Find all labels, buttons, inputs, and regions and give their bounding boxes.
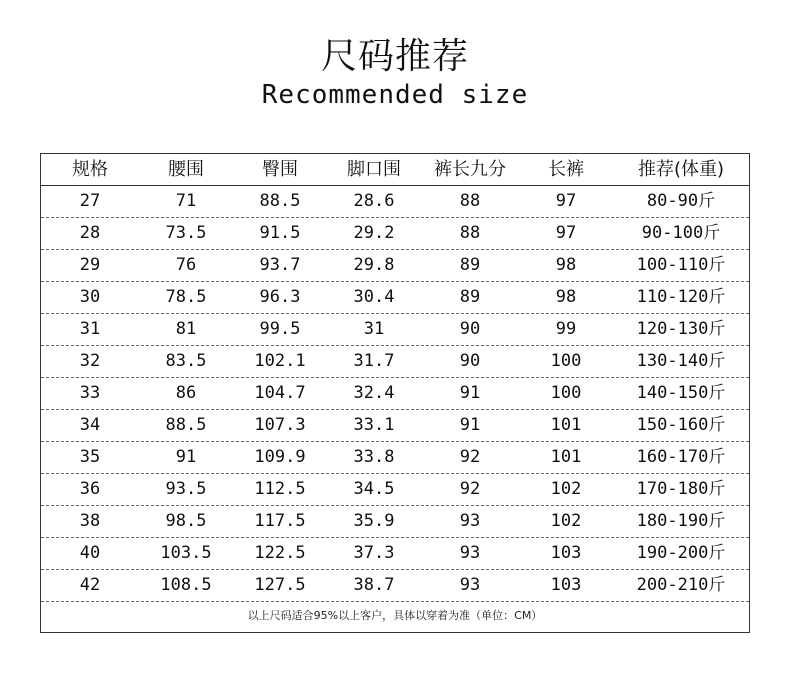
header-leg-opening: 脚口围 bbox=[347, 159, 401, 180]
cell-hip: 127.5 bbox=[254, 575, 306, 595]
table-row bbox=[41, 474, 749, 506]
cell-waist: 103.5 bbox=[160, 543, 212, 563]
cell-hip: 91.5 bbox=[259, 223, 301, 243]
cell-ankle-length: 88 bbox=[459, 191, 481, 211]
cell-leg-opening: 37.3 bbox=[353, 543, 395, 563]
cell-waist: 108.5 bbox=[160, 575, 212, 595]
cell-hip: 88.5 bbox=[259, 191, 301, 211]
cell-waist: 93.5 bbox=[165, 479, 207, 499]
cell-full-length: 99 bbox=[555, 319, 577, 339]
table-row bbox=[41, 410, 749, 442]
cell-waist: 86 bbox=[175, 383, 197, 403]
cell-leg-opening: 30.4 bbox=[353, 287, 395, 307]
cell-waist: 91 bbox=[175, 447, 197, 467]
cell-full-length: 100 bbox=[550, 383, 582, 403]
page-title: 尺码推荐 bbox=[320, 36, 469, 77]
cell-ankle-length: 92 bbox=[459, 479, 481, 499]
cell-size: 32 bbox=[79, 351, 101, 371]
cell-ankle-length: 93 bbox=[459, 511, 481, 531]
table-row bbox=[41, 346, 749, 378]
cell-leg-opening: 35.9 bbox=[353, 511, 395, 531]
cell-size: 36 bbox=[79, 479, 101, 499]
cell-leg-opening: 33.8 bbox=[353, 447, 395, 467]
cell-recommended-weight: 200-210斤 bbox=[636, 575, 726, 595]
cell-size: 33 bbox=[79, 383, 101, 403]
cell-size: 29 bbox=[79, 255, 101, 275]
cell-full-length: 101 bbox=[550, 447, 582, 467]
cell-waist: 71 bbox=[175, 191, 197, 211]
cell-full-length: 97 bbox=[555, 191, 577, 211]
cell-leg-opening: 29.2 bbox=[353, 223, 395, 243]
table-row bbox=[41, 570, 749, 602]
cell-ankle-length: 90 bbox=[459, 319, 481, 339]
cell-full-length: 101 bbox=[550, 415, 582, 435]
cell-leg-opening: 29.8 bbox=[353, 255, 395, 275]
table-note: 以上尺码适合95%以上客户，具体以穿着为准（单位：CM） bbox=[247, 609, 543, 622]
cell-recommended-weight: 80-90斤 bbox=[646, 191, 716, 211]
cell-full-length: 103 bbox=[550, 575, 582, 595]
cell-size: 34 bbox=[79, 415, 101, 435]
cell-size: 40 bbox=[79, 543, 101, 563]
table-row bbox=[41, 282, 749, 314]
cell-waist: 81 bbox=[175, 319, 197, 339]
cell-hip: 96.3 bbox=[259, 287, 301, 307]
cell-size: 35 bbox=[79, 447, 101, 467]
page-subtitle: Recommended size bbox=[261, 80, 529, 110]
cell-recommended-weight: 170-180斤 bbox=[636, 479, 726, 499]
cell-recommended-weight: 90-100斤 bbox=[641, 223, 721, 243]
header-hip: 臀围 bbox=[262, 159, 298, 180]
cell-recommended-weight: 120-130斤 bbox=[636, 319, 726, 339]
cell-waist: 88.5 bbox=[165, 415, 207, 435]
cell-ankle-length: 88 bbox=[459, 223, 481, 243]
cell-ankle-length: 93 bbox=[459, 575, 481, 595]
cell-hip: 107.3 bbox=[254, 415, 306, 435]
header-size: 规格 bbox=[72, 159, 108, 180]
cell-recommended-weight: 150-160斤 bbox=[636, 415, 726, 435]
cell-full-length: 102 bbox=[550, 479, 582, 499]
table-row bbox=[41, 314, 749, 346]
table-row bbox=[41, 250, 749, 282]
table-row bbox=[41, 506, 749, 538]
cell-leg-opening: 32.4 bbox=[353, 383, 395, 403]
cell-ankle-length: 89 bbox=[459, 255, 481, 275]
cell-waist: 98.5 bbox=[165, 511, 207, 531]
cell-ankle-length: 89 bbox=[459, 287, 481, 307]
header-recommended-weight: 推荐(体重) bbox=[637, 159, 725, 180]
cell-full-length: 98 bbox=[555, 287, 577, 307]
table-row bbox=[41, 538, 749, 570]
cell-leg-opening: 33.1 bbox=[353, 415, 395, 435]
cell-leg-opening: 38.7 bbox=[353, 575, 395, 595]
cell-hip: 117.5 bbox=[254, 511, 306, 531]
cell-size: 27 bbox=[79, 191, 101, 211]
cell-leg-opening: 28.6 bbox=[353, 191, 395, 211]
cell-leg-opening: 31.7 bbox=[353, 351, 395, 371]
cell-ankle-length: 90 bbox=[459, 351, 481, 371]
cell-recommended-weight: 180-190斤 bbox=[636, 511, 726, 531]
cell-full-length: 98 bbox=[555, 255, 577, 275]
cell-full-length: 97 bbox=[555, 223, 577, 243]
cell-hip: 104.7 bbox=[254, 383, 306, 403]
cell-recommended-weight: 140-150斤 bbox=[636, 383, 726, 403]
table-row bbox=[41, 218, 749, 250]
cell-leg-opening: 34.5 bbox=[353, 479, 395, 499]
table-row bbox=[41, 186, 749, 218]
cell-ankle-length: 92 bbox=[459, 447, 481, 467]
header-full-length: 长裤 bbox=[548, 159, 584, 180]
cell-leg-opening: 31 bbox=[363, 319, 385, 339]
cell-size: 30 bbox=[79, 287, 101, 307]
cell-full-length: 103 bbox=[550, 543, 582, 563]
size-table bbox=[40, 153, 750, 633]
cell-waist: 76 bbox=[175, 255, 197, 275]
table-row bbox=[41, 442, 749, 474]
cell-hip: 93.7 bbox=[259, 255, 301, 275]
header-ankle-length: 裤长九分 bbox=[434, 159, 506, 180]
cell-full-length: 100 bbox=[550, 351, 582, 371]
cell-hip: 112.5 bbox=[254, 479, 306, 499]
table-header-row bbox=[41, 154, 749, 186]
cell-waist: 73.5 bbox=[165, 223, 207, 243]
header-waist: 腰围 bbox=[168, 159, 204, 180]
cell-size: 28 bbox=[79, 223, 101, 243]
cell-recommended-weight: 160-170斤 bbox=[636, 447, 726, 467]
cell-waist: 78.5 bbox=[165, 287, 207, 307]
cell-hip: 99.5 bbox=[259, 319, 301, 339]
cell-recommended-weight: 130-140斤 bbox=[636, 351, 726, 371]
cell-size: 42 bbox=[79, 575, 101, 595]
cell-size: 38 bbox=[79, 511, 101, 531]
cell-waist: 83.5 bbox=[165, 351, 207, 371]
cell-recommended-weight: 100-110斤 bbox=[636, 255, 726, 275]
cell-ankle-length: 91 bbox=[459, 415, 481, 435]
cell-hip: 109.9 bbox=[254, 447, 306, 467]
cell-recommended-weight: 190-200斤 bbox=[636, 543, 726, 563]
cell-ankle-length: 91 bbox=[459, 383, 481, 403]
cell-full-length: 102 bbox=[550, 511, 582, 531]
cell-recommended-weight: 110-120斤 bbox=[636, 287, 726, 307]
cell-ankle-length: 93 bbox=[459, 543, 481, 563]
table-row bbox=[41, 378, 749, 410]
cell-hip: 122.5 bbox=[254, 543, 306, 563]
cell-hip: 102.1 bbox=[254, 351, 306, 371]
cell-size: 31 bbox=[79, 319, 101, 339]
